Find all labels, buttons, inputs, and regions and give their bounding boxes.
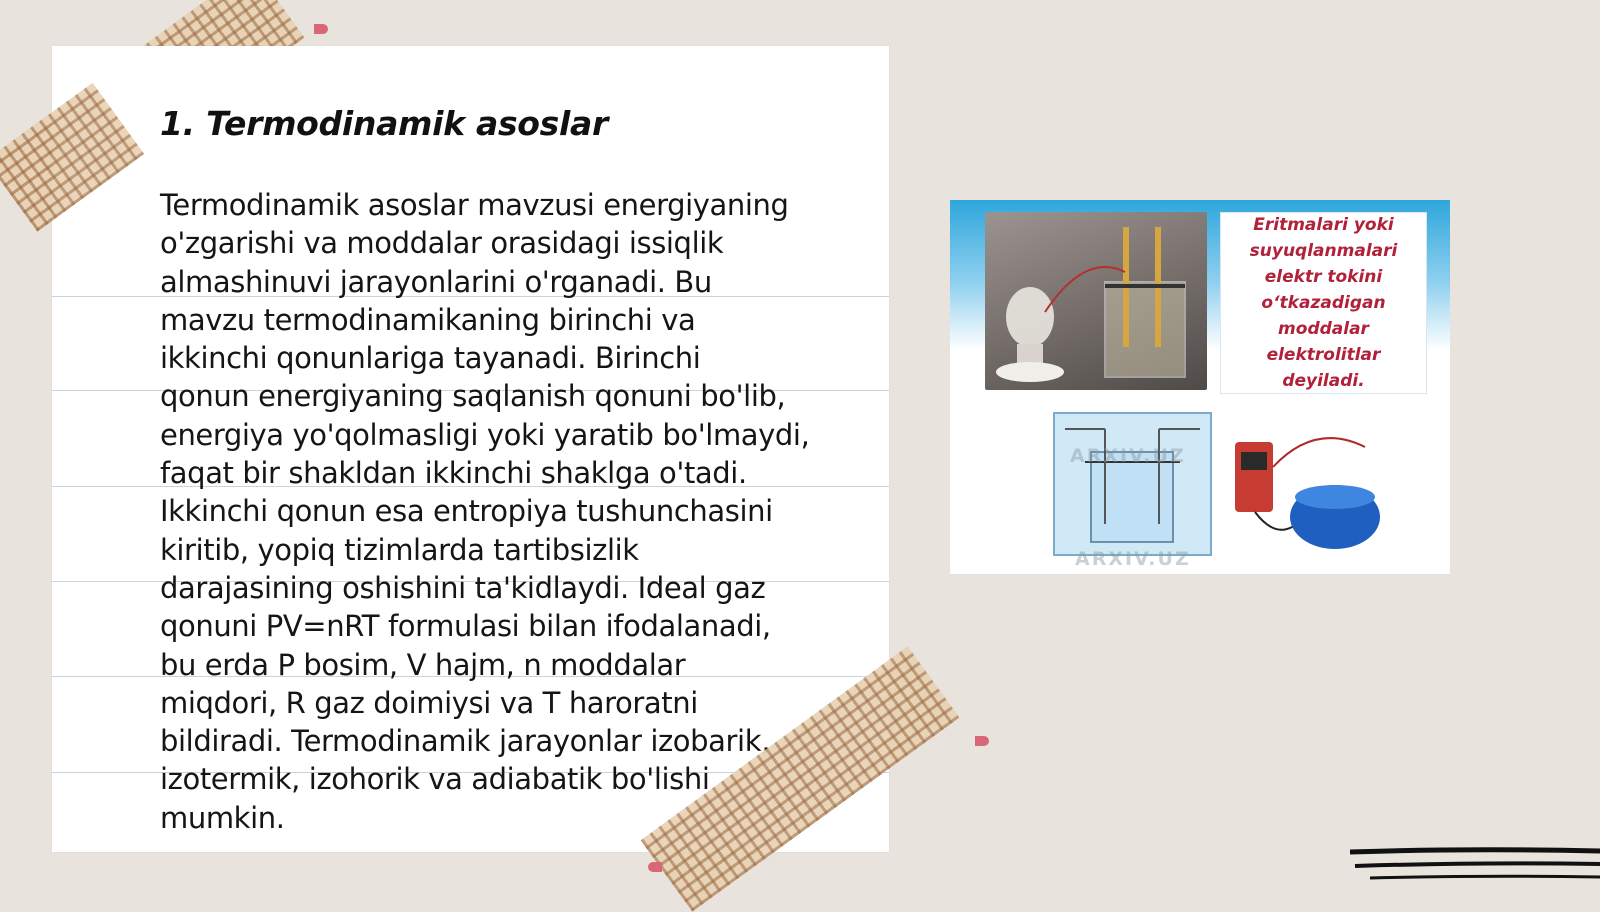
tape-end-dot	[314, 24, 328, 34]
lamp-experiment-illustration	[985, 212, 1207, 390]
slide-body-text: Termodinamik asoslar mavzusi energiyaning o'zgarishi va moddalar orasidagi issiqlik almashinuvi jarayonlarini o'rganadi. Bu mavzu termodinamikaning birinchi va ikkinchi qonunlariga tayanadi. Birinchi qonun energiyaning saqlanish qonuni bo'lib, energiya yo'qolmasligi yoki yaratib bo'lmaydi, faqat bir shakldan ikkinchi shaklga o'tadi. Ikkinchi qonun esa entropiya tushunchasini kiritib, yopiq tizimlarda tartibsizlik darajasining oshishini ta'kidlaydi. Ideal gaz qonuni PV=nRT formulasi bilan ifodalanadi, bu erda P bosim, V hajm, n moddalar miqdori, R gaz doimiysi va T haroratni bildiradi. Termodinamik jarayonlar izobarik, izotermik, izohorik va adiabatik bo'lishi mumkin.	[160, 188, 810, 835]
decorative-brush-lines	[1350, 846, 1600, 886]
tape-end-dot	[648, 862, 662, 872]
electrolyte-caption: Eritmalari yoki suyuqlanmalari elektr tokini o‘tkazadigan moddalar elektrolitlar deyiladi.	[1249, 215, 1398, 391]
electrolyte-caption-box	[1220, 212, 1427, 394]
tester-illustration	[1225, 412, 1400, 552]
electrolysis-diagram	[1053, 412, 1212, 556]
figure-watermark: ARXIV.UZ	[1070, 445, 1186, 467]
lamp-experiment-photo	[985, 212, 1207, 390]
electrolysis-cell-illustration	[1055, 414, 1210, 554]
figure-watermark: ARXIV.UZ	[1075, 548, 1191, 570]
conductivity-tester-photo	[1225, 412, 1400, 552]
tape-end-dot	[975, 736, 989, 746]
electrolyte-figure	[950, 200, 1450, 574]
slide-title: 1. Termodinamik asoslar	[160, 104, 608, 143]
